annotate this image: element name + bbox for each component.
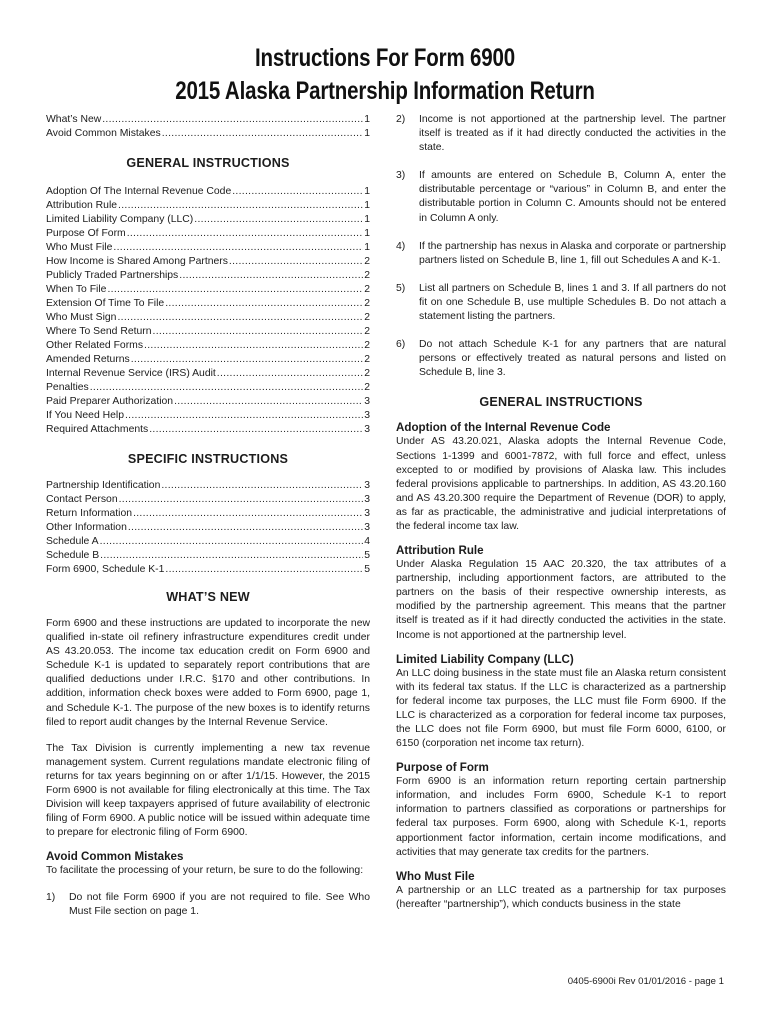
- left-column: [46, 113, 370, 919]
- toc-leader-dots: [131, 353, 363, 367]
- mistake-text: Do not file Form 6900 if you are not required to file. See Who Must File section on page 1.: [69, 891, 370, 917]
- toc-entry-label: Extension Of Time To File: [46, 298, 165, 309]
- toc-entry-label: Penalties: [46, 382, 89, 393]
- page-title-line1: Instructions For Form 6900: [254, 44, 516, 72]
- mistake-number: 2): [396, 114, 406, 125]
- mistake-text: Do not attach Schedule K-1 for any partners that are natural persons or effectively treated as natural persons and listed on Schedule B, line 3.: [419, 339, 726, 379]
- toc-entry-page: 3: [364, 396, 370, 407]
- toc-leader-dots: [149, 423, 363, 437]
- toc-entry-page: 1: [364, 200, 370, 211]
- toc-entry-page: 3: [364, 494, 370, 505]
- toc-entry-label: When To File: [46, 284, 107, 295]
- toc-entry-page: 1: [364, 214, 370, 225]
- mistake-number: 1): [46, 891, 56, 903]
- mistake-item-5: [396, 282, 726, 324]
- toc-entry[interactable]: [46, 409, 370, 423]
- toc-leader-dots: [162, 127, 363, 141]
- toc-entry-page: 2: [364, 354, 370, 365]
- toc-entry[interactable]: [46, 549, 370, 563]
- toc-entry-label: How Income is Shared Among Partners: [46, 256, 228, 267]
- whats-new-heading: WHAT’S NEW: [166, 590, 250, 604]
- toc-entry-page: 2: [364, 284, 370, 295]
- toc-entry[interactable]: [46, 113, 370, 127]
- toc-entry[interactable]: [46, 367, 370, 381]
- toc-entry-label: Where To Send Return: [46, 326, 152, 337]
- who-must-file-text: A partnership or an LLC treated as a partnership for tax purposes (hereafter “partnership”), which conducts business in the state: [396, 884, 726, 910]
- adoption-heading: Adoption of the Internal Revenue Code: [396, 421, 611, 435]
- attribution-text: Under Alaska Regulation 15 AAC 20.320, the tax attributes of a partnership, including apportionment factors, are attributed to the partners on the basis of their respective ownership interests, as modified by the partnership agreement. This means that the partner itself is treated as if it had directly conducted the activities in the state. Income is not apportioned at the partnership level.: [396, 559, 726, 641]
- toc-leader-dots: [165, 563, 363, 577]
- toc-entry-label: Schedule B: [46, 550, 100, 561]
- toc-entry[interactable]: [46, 185, 370, 199]
- toc-entry[interactable]: [46, 311, 370, 325]
- toc-entry-label: Return Information: [46, 508, 133, 519]
- mistake-text: If the partnership has nexus in Alaska and corporate or partnership partners listed on Schedule B, line 1, fill out Schedules A and K-1.: [419, 240, 726, 266]
- mistake-item-3: [396, 169, 726, 225]
- toc-leader-dots: [161, 479, 363, 493]
- mistake-text: List all partners on Schedule B, lines 1 and 3. If all partners do not fit on one Schedule B, use multiple Schedules B. Do not attach a statement listing the partners.: [419, 282, 726, 323]
- toc-leader-dots: [119, 493, 364, 507]
- mistake-number: 6): [396, 339, 406, 351]
- avoid-mistakes-intro: To facilitate the processing of your return, be sure to do the following:: [46, 865, 364, 877]
- toc-leader-dots: [127, 227, 364, 241]
- toc-leader-dots: [113, 241, 363, 255]
- toc-entry[interactable]: [46, 283, 370, 297]
- mistake-text: If amounts are entered on Schedule B, Column A, enter the distributable percentage or “various” in Column B, and enter the distributable portion in Column C. Amounts should not be entered in Column A only.: [419, 170, 726, 224]
- attribution-heading: Attribution Rule: [396, 544, 484, 558]
- toc-entry[interactable]: [46, 479, 370, 493]
- mistake-item-2: [396, 113, 726, 155]
- mistake-text: Income is not apportioned at the partnership level. The partner itself is treated as if it had directly conducted the activities in the state.: [419, 114, 726, 154]
- mistake-number: 5): [396, 282, 406, 294]
- page-footer: 0405-6900i Rev 01/01/2016 - page 1: [567, 976, 724, 987]
- toc-leader-dots: [125, 409, 363, 423]
- toc-entry-label: Required Attachments: [46, 424, 149, 435]
- toc-entry-label: Paid Preparer Authorization: [46, 396, 174, 407]
- toc-entry[interactable]: [46, 535, 370, 549]
- toc-entry[interactable]: [46, 227, 370, 241]
- toc-leader-dots: [100, 535, 364, 549]
- toc-entry[interactable]: [46, 353, 370, 367]
- toc-entry-page: 2: [364, 382, 370, 393]
- general-instructions-heading-right: GENERAL INSTRUCTIONS: [479, 395, 643, 410]
- toc-entry-page: 3: [364, 480, 370, 491]
- toc-entry[interactable]: [46, 213, 370, 227]
- toc-entry-page: 2: [364, 256, 370, 267]
- toc-entry-label: Publicly Traded Partnerships: [46, 270, 179, 281]
- whats-new-paragraph-2: The Tax Division is currently implementing a new tax revenue management system. Current regulations mandate electronic filing of returns for tax years beginning on or after 1/1/15. However, the 2015 Form 6900 is not available for filing electronically at this time. The Tax Division will keep taxpayers apprised of future availability of electronic filing of Form 6900. A public notice will be issued within adequate time to prepare for electronic filing of Form 6900.: [46, 742, 370, 839]
- toc-entry-label: If You Need Help: [46, 410, 124, 421]
- toc-entry-label: Purpose Of Form: [46, 228, 126, 239]
- right-column: [396, 113, 726, 912]
- mistake-item-1: [46, 891, 370, 919]
- toc-entry-label: Limited Liability Company (LLC): [46, 214, 194, 225]
- toc-entry-label: Attribution Rule: [46, 200, 118, 211]
- toc-entry-page: 2: [364, 298, 370, 309]
- toc-leader-dots: [117, 311, 363, 325]
- toc-entry[interactable]: [46, 521, 370, 535]
- toc-leader-dots: [179, 269, 363, 283]
- toc-entry-page: 1: [364, 114, 370, 125]
- toc-entry-label: Avoid Common Mistakes: [46, 128, 161, 139]
- toc-entry[interactable]: [46, 241, 370, 255]
- whats-new-paragraph-1: Form 6900 and these instructions are updated to incorporate the new qualified in-state oil refinery infrastructure expenditures credit under AS 43.20.053. The income tax education credit on Form 6900 and Schedule K-1 is updated to separately report contributions that are qualified deductions under I.R.C. §170 and other contributions. In addition, information check boxes were added to Form 6900, page 1, and Schedule K-1. The purpose of the new boxes is to identify returns filed to report audit changes by the Internal Revenue Service.: [46, 618, 370, 728]
- toc-leader-dots: [174, 395, 363, 409]
- toc-leader-dots: [128, 521, 363, 535]
- toc-entry-label: Other Information: [46, 522, 127, 533]
- toc-entry-page: 5: [364, 550, 370, 561]
- toc-entry[interactable]: [46, 199, 370, 213]
- toc-entry-page: 1: [364, 186, 370, 197]
- toc-entry-page: 1: [364, 128, 370, 139]
- toc-entry-page: 1: [364, 242, 370, 253]
- adoption-text: Under AS 43.20.021, Alaska adopts the Internal Revenue Code, Sections 1-1399 and 6001-7872, with full force and effect, unless excepted to or modified by provisions of Alaska law. This includes federal provisions applicable to partnerships. In addition, AS 43.20.160 and AS 43.20.300 require the Department of Revenue (DOR) to apply, as far as practicable, the administrative and judicial interpretations of the federal income tax law.: [396, 436, 726, 532]
- toc-entry[interactable]: [46, 507, 370, 521]
- toc-leader-dots: [133, 507, 363, 521]
- toc-entry-label: Other Related Forms: [46, 340, 144, 351]
- toc-leader-dots: [90, 381, 363, 395]
- toc-leader-dots: [107, 283, 363, 297]
- toc-entry-page: 3: [364, 424, 370, 435]
- toc-entry-label: Form 6900, Schedule K-1: [46, 564, 165, 575]
- toc-entry-label: Contact Person: [46, 494, 118, 505]
- toc-entry[interactable]: [46, 395, 370, 409]
- mistake-number: 4): [396, 240, 406, 252]
- mistake-item-6: [396, 338, 726, 380]
- toc-entry-label: Who Must Sign: [46, 312, 117, 323]
- toc-entry-label: Who Must File: [46, 242, 113, 253]
- toc-entry[interactable]: [46, 325, 370, 339]
- toc-entry-page: 3: [364, 522, 370, 533]
- page-title-line2: 2015 Alaska Partnership Information Return: [175, 77, 595, 105]
- toc-entry-page: 2: [364, 270, 370, 281]
- toc-leader-dots: [165, 297, 363, 311]
- toc-entry[interactable]: [46, 381, 370, 395]
- toc-entry[interactable]: [46, 423, 370, 437]
- toc-entry-label: Internal Revenue Service (IRS) Audit: [46, 368, 216, 379]
- toc-entry[interactable]: [46, 269, 370, 283]
- toc-entry-label: What’s New: [46, 114, 102, 125]
- toc-entry[interactable]: [46, 563, 370, 577]
- toc-entry[interactable]: [46, 339, 370, 353]
- toc-entry-label: Partnership Identification: [46, 480, 161, 491]
- toc-leader-dots: [194, 213, 363, 227]
- toc-leader-dots: [100, 549, 363, 563]
- toc-entry-page: 5: [364, 564, 370, 575]
- toc-entry-label: Adoption Of The Internal Revenue Code: [46, 186, 232, 197]
- toc-entry-page: 3: [364, 410, 370, 421]
- toc-entry[interactable]: [46, 127, 370, 141]
- specific-instructions-heading: SPECIFIC INSTRUCTIONS: [127, 452, 289, 466]
- who-must-file-heading: Who Must File: [396, 869, 475, 883]
- toc-leader-dots: [217, 367, 363, 381]
- toc-leader-dots: [153, 325, 364, 339]
- toc-general-list: [46, 185, 370, 437]
- toc-leader-dots: [144, 339, 363, 353]
- toc-entry-label: Schedule A: [46, 536, 99, 547]
- toc-entry-page: 2: [364, 368, 370, 379]
- avoid-mistakes-heading: Avoid Common Mistakes: [46, 850, 184, 864]
- toc-entry-page: 1: [364, 228, 370, 239]
- toc-entry[interactable]: [46, 297, 370, 311]
- mistake-item-4: [396, 240, 726, 268]
- toc-leader-dots: [102, 113, 363, 127]
- toc-top-list: [46, 113, 370, 141]
- llc-text: An LLC doing business in the state must file an Alaska return consistent with its federal tax status. If the LLC is characterized as a partnership for federal income tax purposes, the LLC must file Form 6900. If the LLC is characterized as a corporation for federal income tax purposes, the LLC does not file Form 6900, but must file Form 6000, 6100, or 6150 (corporation net income tax return).: [396, 667, 726, 750]
- toc-entry[interactable]: [46, 493, 370, 507]
- toc-entry-page: 2: [364, 326, 370, 337]
- purpose-heading: Purpose of Form: [396, 761, 489, 775]
- mistake-number: 3): [396, 170, 406, 182]
- toc-entry-page: 2: [364, 312, 370, 323]
- general-instructions-heading: GENERAL INSTRUCTIONS: [126, 156, 290, 170]
- toc-entry[interactable]: [46, 255, 370, 269]
- toc-entry-page: 3: [364, 508, 370, 519]
- toc-leader-dots: [118, 199, 363, 213]
- llc-heading: Limited Liability Company (LLC): [396, 652, 574, 666]
- toc-specific-list: [46, 479, 370, 577]
- toc-entry-page: 2: [364, 340, 370, 351]
- toc-entry-page: 4: [364, 536, 370, 547]
- purpose-text: Form 6900 is an information return reporting certain partnership information, and includes Form 6900, Schedule K-1 to report information to partners classified as corporations or partnerships for federal tax purposes. Form 6900, along with Schedule K-1, reports apportionment factor information, certain income modifications, and activities that may generate tax credits for the partners.: [396, 776, 726, 858]
- toc-entry-label: Amended Returns: [46, 354, 130, 365]
- toc-leader-dots: [232, 185, 363, 199]
- toc-leader-dots: [229, 255, 363, 269]
